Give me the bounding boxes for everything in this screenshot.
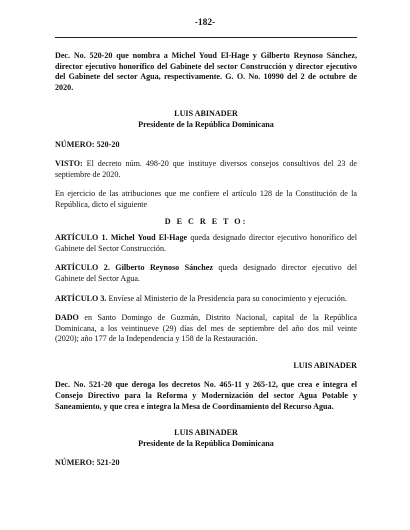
- article-1-name: Michel Youd El-Hage: [107, 233, 188, 243]
- decree-number-2: NÚMERO: 521-20: [55, 458, 120, 468]
- dado-paragraph: [55, 313, 357, 345]
- article-2-label: ARTÍCULO 2.: [55, 263, 110, 273]
- header-rule: [55, 37, 357, 38]
- decree-521-summary: Dec. No. 521-20 que deroga los decretos No. 465-11 y 265-12, que crea e integra el Consejo Directivo para la Reforma y Modernización del sector Agua Potable y Saneamiento, y que crea e integra la Mesa de Coordinamiento del Recurso Agua.: [55, 380, 357, 411]
- article-3: [55, 294, 357, 305]
- signer-title: Presidente de la República Dominicana: [138, 119, 274, 129]
- page-number: -182-: [194, 18, 216, 28]
- signer-name: LUIS ABINADER: [174, 109, 238, 119]
- signature: LUIS ABINADER: [293, 360, 357, 370]
- visto-text: El decreto núm. 498-20 que instituye diversos consejos consultivos del 23 de septiembre de 2020.: [55, 159, 357, 179]
- article-1: [55, 233, 357, 254]
- dado-label: DADO: [55, 313, 79, 323]
- preamble-paragraph: En ejercicio de las atribuciones que me confiere el artículo 128 de la Constitución de la República, dicto el siguiente: [55, 189, 357, 209]
- article-1-text: queda designado director ejecutivo honorífico del Gabinete del Sector Construcción.: [55, 233, 357, 253]
- page-content: [55, 51, 357, 469]
- signer-title-2: Presidente de la República Dominicana: [138, 438, 274, 448]
- article-2-name: Gilberto Reynoso Sánchez: [109, 263, 213, 273]
- article-2-text: queda designado director ejecutivo del Gabinete del Sector Agua.: [55, 263, 357, 283]
- signer-name-2: LUIS ABINADER: [174, 428, 238, 438]
- decree-520-summary: Dec. No. 520-20 que nombra a Michel Youd El-Hage y Gilberto Reynoso Sánchez, director ejecutivo honorífico del Gabinete del sector Construcción y director ejecutivo del Gabinete del sector Agua, respectivamente. G. O. No. 10990 del 2 de octubre de 2020.: [55, 51, 357, 92]
- visto-label: VISTO:: [55, 159, 83, 169]
- article-2: [55, 263, 357, 284]
- article-3-text: Envíese al Ministerio de la Presidencia para su conocimiento y ejecución.: [106, 293, 347, 303]
- decree-number: NÚMERO: 520-20: [55, 139, 120, 149]
- article-3-label: ARTÍCULO 3.: [55, 293, 107, 303]
- dado-text: en Santo Domingo de Guzmán, Distrito Nacional, capital de la República Dominicana, a los veintinueve (29) días del mes de septiembre del año dos mil veinte (2020); año 177 de la Independencia y 158 de la Restauración.: [55, 313, 357, 344]
- decree-heading: D E C R E T O:: [164, 216, 248, 226]
- article-1-label: ARTÍCULO 1.: [55, 233, 108, 243]
- visto-paragraph: [55, 159, 357, 180]
